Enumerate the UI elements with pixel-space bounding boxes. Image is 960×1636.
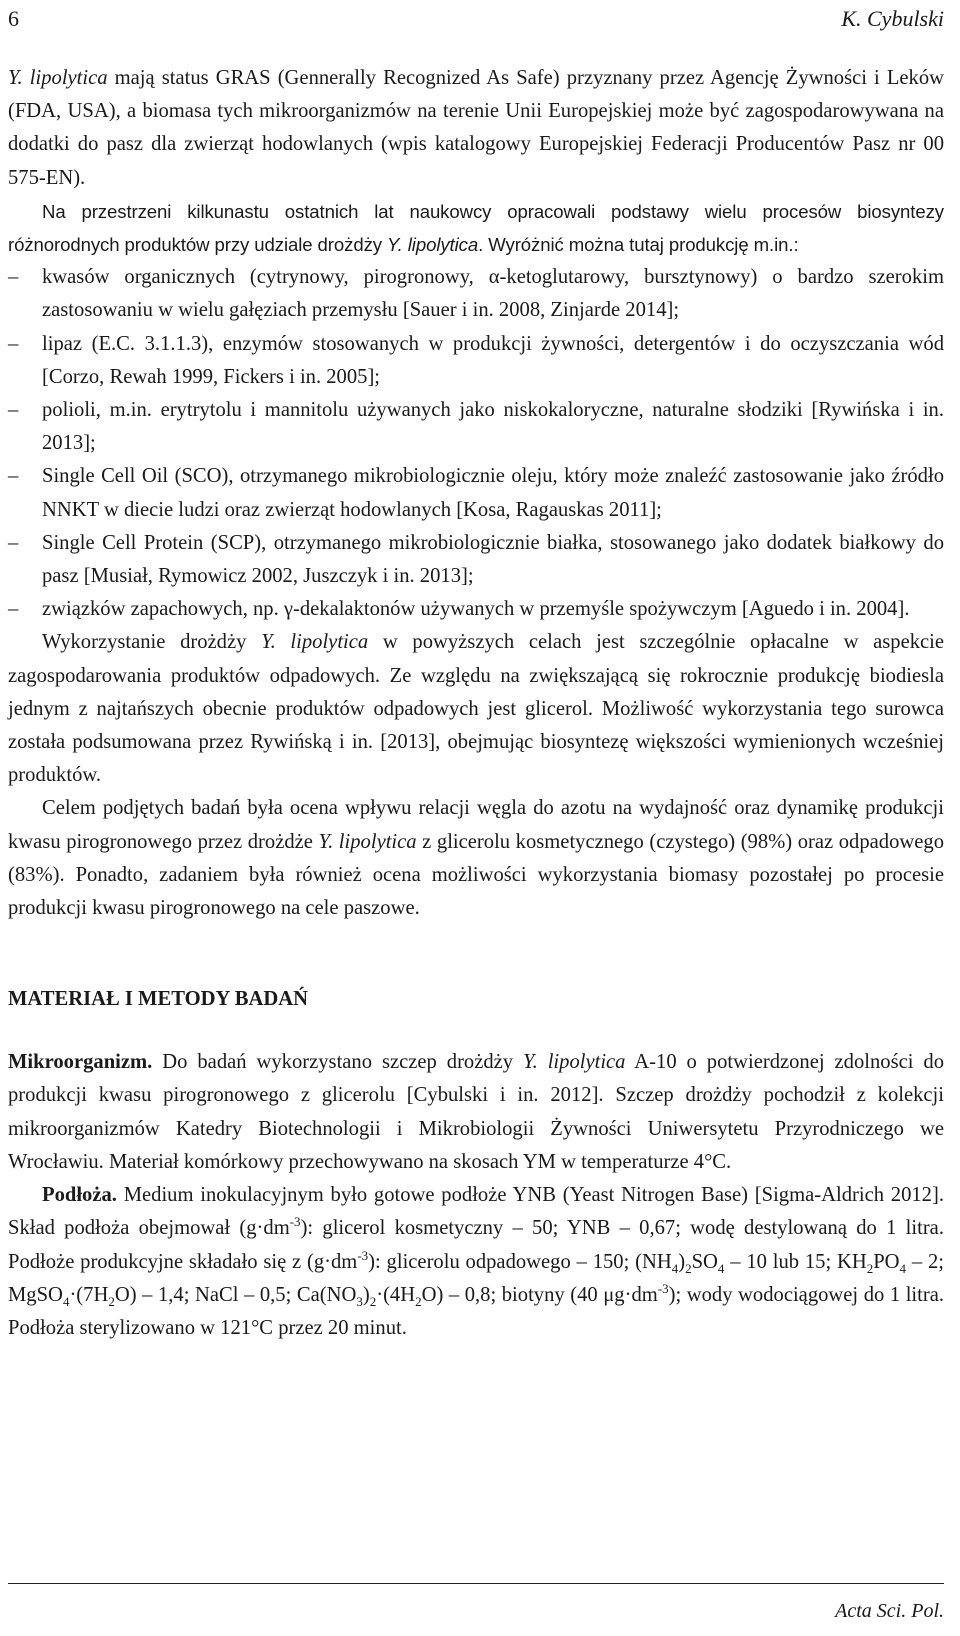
usage-text-end: w powyższych celach jest szczególnie opłacalne w aspekcie zagospodarowania produktów odpadowych. Ze względu na zwiększającą się rokrocznie produkcję biodiesla jednym z najtańszych obecnie produktów odpadowych jest glicerol. Możliwość wykorzystania tego surowca została podsumowana przez Rywińską i in. [2013], obejmując biosyntezę większości wymienionych wcześniej produktów. [8, 631, 945, 787]
media-text: ·(7H [69, 1283, 109, 1306]
list-item: – Single Cell Oil (SCO), otrzymanego mikrobiologicznie oleju, który może znaleźć zastosowanie jako źródło NNKT w diecie ludzi oraz zwierząt hodowlanych [Kosa, Ragauskas 2011]; [8, 460, 944, 526]
species-name: Y. lipolytica [523, 1051, 626, 1074]
biosynthesis-text-start: Na przestrzeni kilkunastu ostatnich lat naukowcy opracowali podstawy wielu procesów biosyntezy różnorodnych produktów przy udziale drożdży [8, 200, 944, 256]
article-body [8, 62, 944, 1345]
intro-text: mają status GRAS (Gennerally Recognized As Safe) przyznany przez Agencję Żywności i Leków (FDA, USA), a biomasa tych mikroorganizmów na terenie Unii Europejskiej może być zagospodarowywana na dodatki do pasz dla zwierząt hodowlanych (wpis katalogowy Europejskiej Federacji Producentów Pasz nr 00 575-EN). [8, 67, 944, 189]
subscript: 2 [108, 1293, 115, 1309]
media-text: ) [678, 1250, 686, 1273]
media-paragraph [8, 1179, 944, 1345]
media-text: ): glicerol kosmetyczny – 50; YNB – 0,67; wodę destylowaną do 1 litra. Podłoże produkcyjne składało się z (g·dm [8, 1217, 944, 1273]
biosynthesis-paragraph [8, 195, 944, 261]
media-text: – 10 lub 15; KH [724, 1250, 867, 1273]
subscript: 2 [369, 1293, 377, 1309]
list-item: – kwasów organicznych (cytrynowy, pirogronowy, α-ketoglutarowy, bursztynowy) o bardzo szerokim zastosowaniu w wielu gałęziach przemysłu [Sauer i in. 2008, Zinjarde 2014]; [8, 261, 944, 327]
microorganism-text-start: Do badań wykorzystano szczep drożdży [152, 1051, 524, 1074]
subscript: 4 [671, 1260, 679, 1276]
paragraph-label: Mikroorganizm. [8, 1051, 153, 1074]
subscript: 4 [717, 1260, 725, 1276]
journal-name: Acta Sci. Pol. [835, 1600, 944, 1622]
microorganism-text-end: A-10 o potwierdzonej zdolności do produkcji kwasu pirogronowego z glicerolu [Cybulski i in. 2012]. Szczep drożdży pochodził z kolekcji mikroorganizmów Katedry Biotechnologii i Mikrobiologii Żywności Uniwersytetu Przyrodniczego we Wrocławiu. Materiał komórkowy przechowywano na skosach YM w temperaturze 4°C. [8, 1051, 944, 1173]
media-text: O) – 1,4; NaCl – 0,5; Ca(NO [114, 1283, 357, 1306]
superscript: -3 [357, 1247, 369, 1263]
species-name: Y. lipolytica [8, 67, 108, 89]
running-author: K. Cybulski [841, 6, 944, 31]
page-header [8, 0, 944, 32]
media-text: SO [691, 1250, 718, 1273]
biosynthesis-text-end: . Wyróżnić można tutaj produkcję m.in.: [478, 234, 799, 256]
footer-divider [8, 1583, 944, 1584]
aim-paragraph [8, 792, 944, 925]
subscript: 2 [685, 1260, 692, 1276]
superscript: -3 [289, 1214, 301, 1230]
usage-text-start: Wykorzystanie drożdży [42, 631, 262, 654]
usage-paragraph [8, 626, 944, 792]
subscript: 3 [356, 1293, 363, 1309]
list-item: – Single Cell Protein (SCP), otrzymanego mikrobiologicznie białka, stosowanego jako dodatek białkowy do pasz [Musiał, Rymowicz 2002, Juszczyk i in. 2013]; [8, 527, 944, 593]
subscript: 4 [899, 1260, 907, 1276]
superscript: -3 [657, 1280, 669, 1296]
media-text: O) – 0,8; biotyny (40 μg·dm [421, 1283, 658, 1306]
media-text: ·(4H [376, 1283, 416, 1306]
subscript: 2 [415, 1293, 422, 1309]
media-text: ) [362, 1283, 370, 1306]
microorganism-paragraph [8, 1046, 944, 1179]
media-text: ): glicerolu odpadowego – 150; (NH [368, 1250, 672, 1273]
media-text: – 2; MgSO [8, 1250, 944, 1306]
list-item: – polioli, m.in. erytrytolu i mannitolu używanych jako niskokaloryczne, naturalne słodziki [Rywińska i in. 2013]; [8, 394, 944, 460]
list-item: – lipaz (E.C. 3.1.1.3), enzymów stosowanych w produkcji żywności, detergentów i do oczyszczania wód [Corzo, Rewah 1999, Fickers i in. 2005]; [8, 328, 944, 394]
aim-text-end: z glicerolu kosmetycznego (czystego) (98%) oraz odpadowego (83%). Ponadto, zadaniem była również ocena możliwości wykorzystania biomasy pozostałej po procesie produkcji kwasu pirogronowego na cele paszowe. [8, 830, 944, 920]
media-text: PO [873, 1250, 900, 1273]
section-heading: MATERIAŁ I METODY BADAŃ [8, 988, 308, 1011]
products-list [8, 261, 944, 626]
species-name: Y. lipolytica [387, 234, 479, 256]
page-number: 6 [8, 6, 19, 31]
aim-text-start: Celem podjętych badań była ocena wpływu relacji węgla do azotu na wydajność oraz dynamikę produkcji kwasu pirogronowego przez drożdże [8, 797, 944, 853]
species-name: Y. lipolytica [318, 830, 417, 853]
media-text: Medium inokulacyjnym było gotowe podłoże YNB (Yeast Nitrogen Base) [Sigma-Aldrich 2012]. Skład podłoża obejmował (g·dm [8, 1184, 944, 1240]
subscript: 2 [866, 1260, 874, 1276]
species-name: Y. lipolytica [261, 631, 369, 654]
subscript: 4 [62, 1293, 70, 1309]
intro-paragraph [8, 62, 944, 195]
list-item: – związków zapachowych, np. γ-dekalaktonów używanych w przemyśle spożywczym [Aguedo i in. 2004]. [8, 593, 944, 626]
paragraph-label: Podłoża. [42, 1184, 117, 1207]
media-text: ); wody wodociągowej do 1 litra. Podłoża sterylizowano w 121°C przez 20 minut. [8, 1283, 945, 1339]
